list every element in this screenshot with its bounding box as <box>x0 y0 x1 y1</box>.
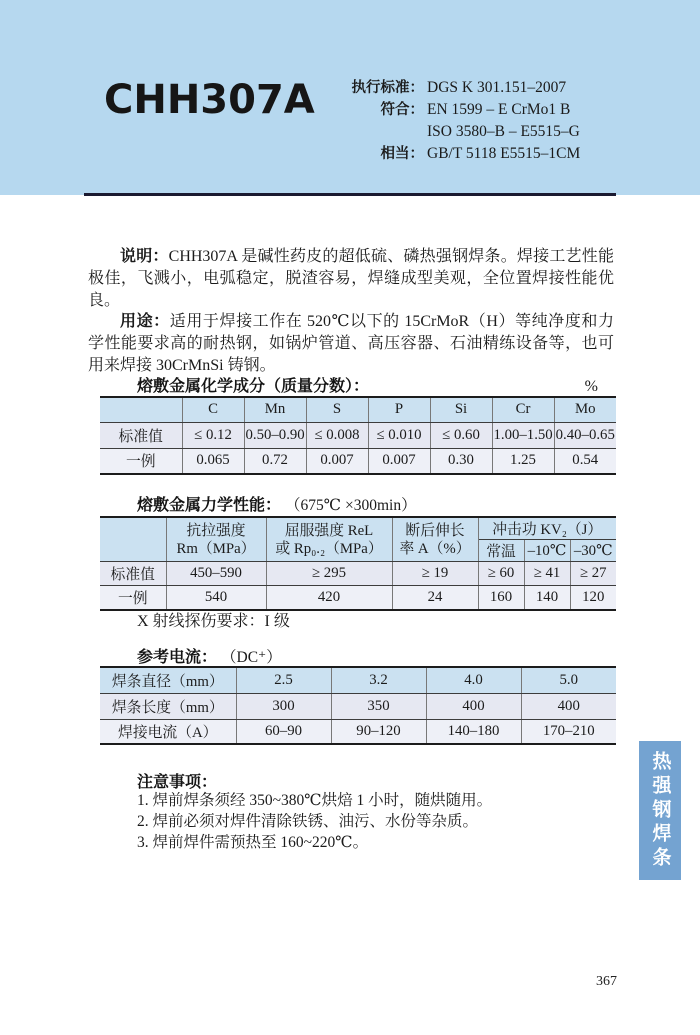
mechanical-section-title-row <box>137 492 417 515</box>
description-paragraph <box>88 246 614 311</box>
table-row <box>100 586 616 610</box>
column-header-line: 断后伸长 <box>405 522 465 539</box>
standard-label <box>338 121 424 143</box>
notes-title: 注意事项： <box>137 774 218 791</box>
corner-cell <box>100 397 182 422</box>
chemistry-section-title-row <box>137 373 598 396</box>
table-cell: 350 <box>331 693 426 719</box>
table-cell: 3.2 <box>331 667 426 693</box>
usage-paragraph <box>88 311 614 376</box>
table-cell: 400 <box>521 693 616 719</box>
table-cell: 170–210 <box>521 719 616 744</box>
column-header: P <box>368 397 430 422</box>
impact-group-header: 冲击功 KV₂（J） <box>478 517 616 540</box>
table-cell: ≤ 0.010 <box>368 422 430 448</box>
chemistry-section-title: 熔敷金属化学成分（质量分数）： <box>137 378 370 395</box>
standard-row <box>338 121 580 143</box>
corner-cell <box>100 517 166 562</box>
column-header <box>392 517 478 562</box>
column-header-line: 或 Rp₀.₂（MPa） <box>275 540 383 557</box>
table-header-row <box>100 517 616 540</box>
product-model-title: CHH307A <box>104 77 315 123</box>
column-header-line: 屈服强度 ReL <box>284 522 374 539</box>
category-side-tab: 热强钢焊条 <box>639 741 681 880</box>
table-row <box>100 562 616 586</box>
standard-label: 相当： <box>380 146 424 162</box>
standard-row <box>338 77 580 99</box>
column-header: Mo <box>554 397 616 422</box>
table-cell: ≤ 0.12 <box>182 422 244 448</box>
mechanical-section-title: 熔敷金属力学性能： <box>137 497 282 514</box>
mechanical-table <box>100 516 616 611</box>
table-cell: 120 <box>570 586 616 610</box>
column-header: –30℃ <box>570 540 616 562</box>
note-item: 1. 焊前焊条须经 350~380℃烘焙 1 小时，随烘随用。 <box>137 792 493 809</box>
column-header <box>266 517 392 562</box>
current-table <box>100 666 616 745</box>
table-cell: ≥ 60 <box>478 562 524 586</box>
xray-requirement-note: X 射线探伤要求：I 级 <box>137 613 290 630</box>
column-header: S <box>306 397 368 422</box>
standards-block <box>338 77 580 165</box>
column-header: 常温 <box>478 540 524 562</box>
table-cell: 2.5 <box>236 667 331 693</box>
standard-value: ISO 3580–B – E5515–G <box>427 123 580 140</box>
table-cell: 1.25 <box>492 448 554 474</box>
table-row <box>100 693 616 719</box>
column-header: Cr <box>492 397 554 422</box>
column-header <box>166 517 266 562</box>
table-cell: 0.72 <box>244 448 306 474</box>
note-item: 3. 焊前焊件需预热至 160~220℃。 <box>137 834 369 851</box>
chemistry-table <box>100 396 616 475</box>
table-cell: 0.54 <box>554 448 616 474</box>
table-cell: 450–590 <box>166 562 266 586</box>
row-label: 标准值 <box>100 562 166 586</box>
paragraph-text: CHH307A 是碱性药皮的超低硫、磷热强钢焊条。焊接工艺性能极佳，飞溅小，电弧稳定，脱渣容易，焊缝成型美观，全位置焊接性能优良。 <box>88 248 614 309</box>
table-cell: 0.40–0.65 <box>554 422 616 448</box>
table-cell: 0.50–0.90 <box>244 422 306 448</box>
paragraph-text: 适用于焊接工作在 520℃以下的 15CrMoR（H）等纯净度和力学性能要求高的耐热钢，如锅炉管道、高压容器、石油精练设备等，也可用来焊接 30CrMnSi 铸钢。 <box>88 313 614 374</box>
table-row <box>100 448 616 474</box>
table-cell: 4.0 <box>426 667 521 693</box>
table-row <box>100 719 616 744</box>
table-cell: ≥ 41 <box>524 562 570 586</box>
row-label: 一例 <box>100 448 182 474</box>
table-cell: 300 <box>236 693 331 719</box>
page-header <box>0 0 700 195</box>
table-cell: 0.007 <box>306 448 368 474</box>
current-section-title: 参考电流： <box>137 649 218 666</box>
table-cell: 90–120 <box>331 719 426 744</box>
description-block <box>88 246 614 377</box>
table-cell: 160 <box>478 586 524 610</box>
column-header: –10℃ <box>524 540 570 562</box>
table-cell: ≤ 0.60 <box>430 422 492 448</box>
table-cell: 24 <box>392 586 478 610</box>
table-cell: ≥ 27 <box>570 562 616 586</box>
column-header: C <box>182 397 244 422</box>
header-divider-rule <box>84 193 616 196</box>
standard-value: EN 1599 – E CrMo1 B <box>427 101 571 118</box>
note-item: 2. 焊前必须对焊件清除铁锈、油污、水份等杂质。 <box>137 813 479 830</box>
column-header: Mn <box>244 397 306 422</box>
table-cell: ≤ 0.008 <box>306 422 368 448</box>
row-label: 焊条直径（mm） <box>100 667 236 693</box>
row-label: 焊接电流（A） <box>100 719 236 744</box>
table-cell: 140–180 <box>426 719 521 744</box>
table-cell: 0.065 <box>182 448 244 474</box>
row-label: 标准值 <box>100 422 182 448</box>
standard-row <box>338 99 580 121</box>
mechanical-condition: （675℃ ×300min） <box>285 497 417 514</box>
paragraph-label: 用途： <box>120 313 170 331</box>
table-row <box>100 422 616 448</box>
table-cell: 0.30 <box>430 448 492 474</box>
table-cell: ≥ 295 <box>266 562 392 586</box>
row-label: 一例 <box>100 586 166 610</box>
table-cell: 400 <box>426 693 521 719</box>
table-header-row <box>100 667 616 693</box>
table-cell: ≥ 19 <box>392 562 478 586</box>
notes-list <box>137 790 617 853</box>
table-cell: 5.0 <box>521 667 616 693</box>
table-cell: 60–90 <box>236 719 331 744</box>
column-header-line: Rm（MPa） <box>176 540 256 557</box>
chemistry-unit: % <box>584 378 598 395</box>
paragraph-label: 说明： <box>120 248 169 265</box>
table-cell: 0.007 <box>368 448 430 474</box>
column-header: Si <box>430 397 492 422</box>
table-header-row <box>100 397 616 422</box>
current-condition: （DC⁺） <box>221 649 282 666</box>
table-cell: 140 <box>524 586 570 610</box>
standard-value: DGS K 301.151–2007 <box>427 79 567 96</box>
table-cell: 540 <box>166 586 266 610</box>
standard-label: 符合： <box>380 102 424 118</box>
standard-row <box>338 143 580 165</box>
standard-label: 执行标准： <box>351 80 424 96</box>
standard-value: GB/T 5118 E5515–1CM <box>427 145 581 162</box>
page-number: 367 <box>596 974 617 989</box>
current-section-title-row <box>137 644 282 667</box>
table-cell: 1.00–1.50 <box>492 422 554 448</box>
row-label: 焊条长度（mm） <box>100 693 236 719</box>
column-header-line: 抗拉强度 <box>186 522 246 539</box>
table-cell: 420 <box>266 586 392 610</box>
column-header-line: 率 A（%） <box>399 540 471 557</box>
